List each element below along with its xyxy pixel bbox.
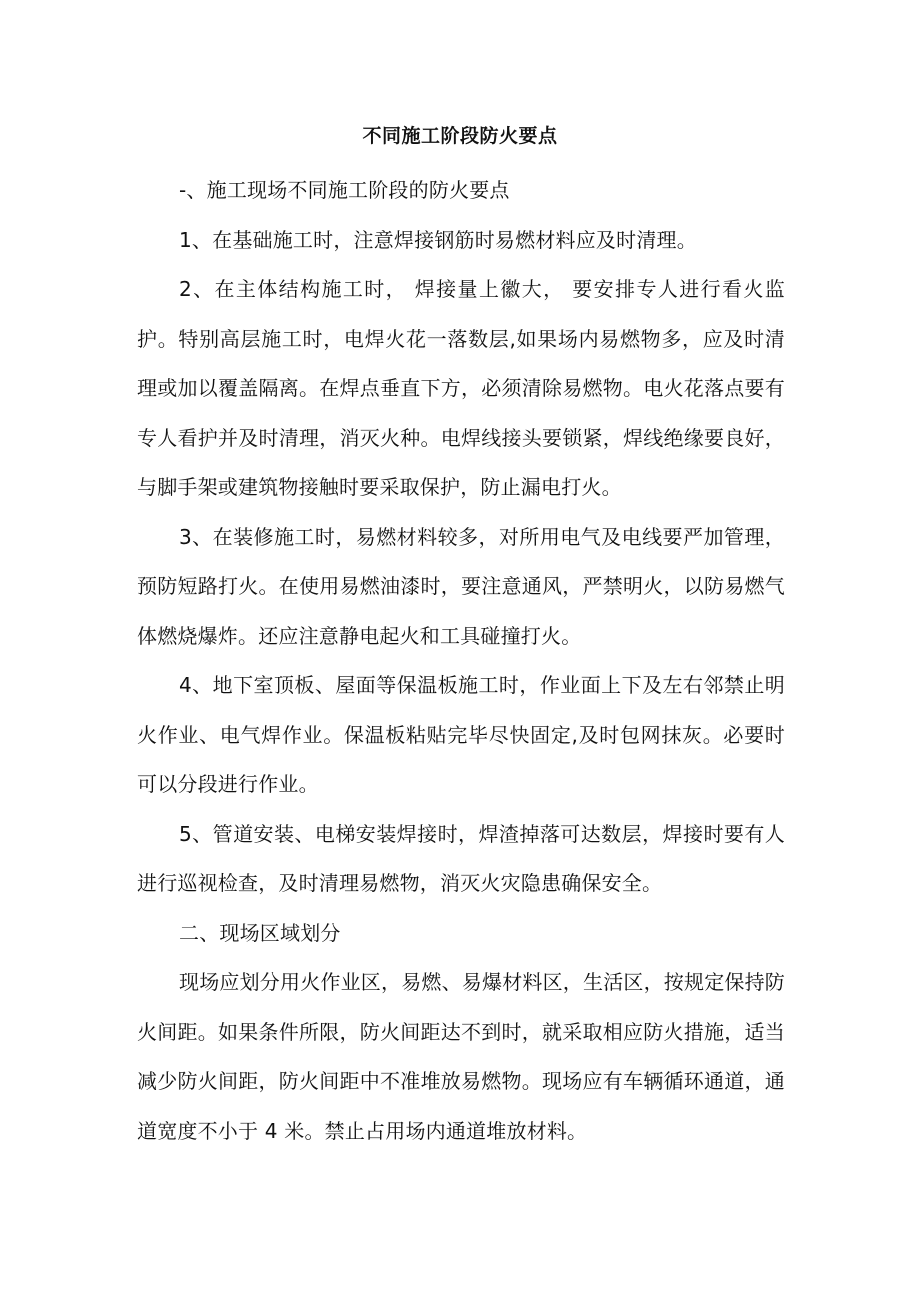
paragraph-5: 5、管道安装、电梯安装焊接时，焊渣掉落可达数层，焊接时要有人进行巡视检查，及时清理易燃物，消灭火灾隐患确保安全。 [137,821,785,895]
document-title: 不同施工阶段防火要点 [362,125,558,147]
paragraph-1: 1、在基础施工时，注意焊接钢筋时易燃材料应及时清理。 [179,227,697,252]
section-heading-1: -、施工现场不同施工阶段的防火要点 [179,178,510,202]
section-heading-2: 二、现场区域划分 [179,920,341,945]
paragraph-3: 3、在装修施工时，易燃材料较多，对所用电气及电线要严加管理，预防短路打火。在使用易燃油漆时，要注意通风，严禁明火，以防易燃气体燃烧爆炸。还应注意静电起火和工具碰撞打火。 [137,524,785,648]
paragraph-4: 4、地下室顶板、屋面等保温板施工时，作业面上下及左右邻禁止明火作业、电气焊作业。保温板粘贴完毕尽快固定,及时包网抹灰。必要时可以分段进行作业。 [137,673,785,796]
paragraph-2: 2、在主体结构施工时， 焊接量上徽大， 要安排专人进行看火监护。特别高层施工时，电焊火花一落数层,如果场内易燃物多，应及时清理或加以覆盖隔离。在焊点垂直下方，必须清除易燃物。电火花落点要有专人看护并及时清理，消灭火种。电焊线接头要锁紧，焊线绝缘要良好，与脚手架或建筑物接触时要采取保护，防止漏电打火。 [137,277,785,499]
document-body [137,166,785,1156]
paragraph-6: 现场应划分用火作业区，易燃、易爆材料区，生活区，按规定保持防火间距。如果条件所限，防火间距达不到时，就采取相应防火措施，适当减少防火间距，防火间距中不准堆放易燃物。现场应有车辆循环通道，通道宽度不小于 4 米。禁止占用场内通道堆放材料。 [137,970,785,1143]
